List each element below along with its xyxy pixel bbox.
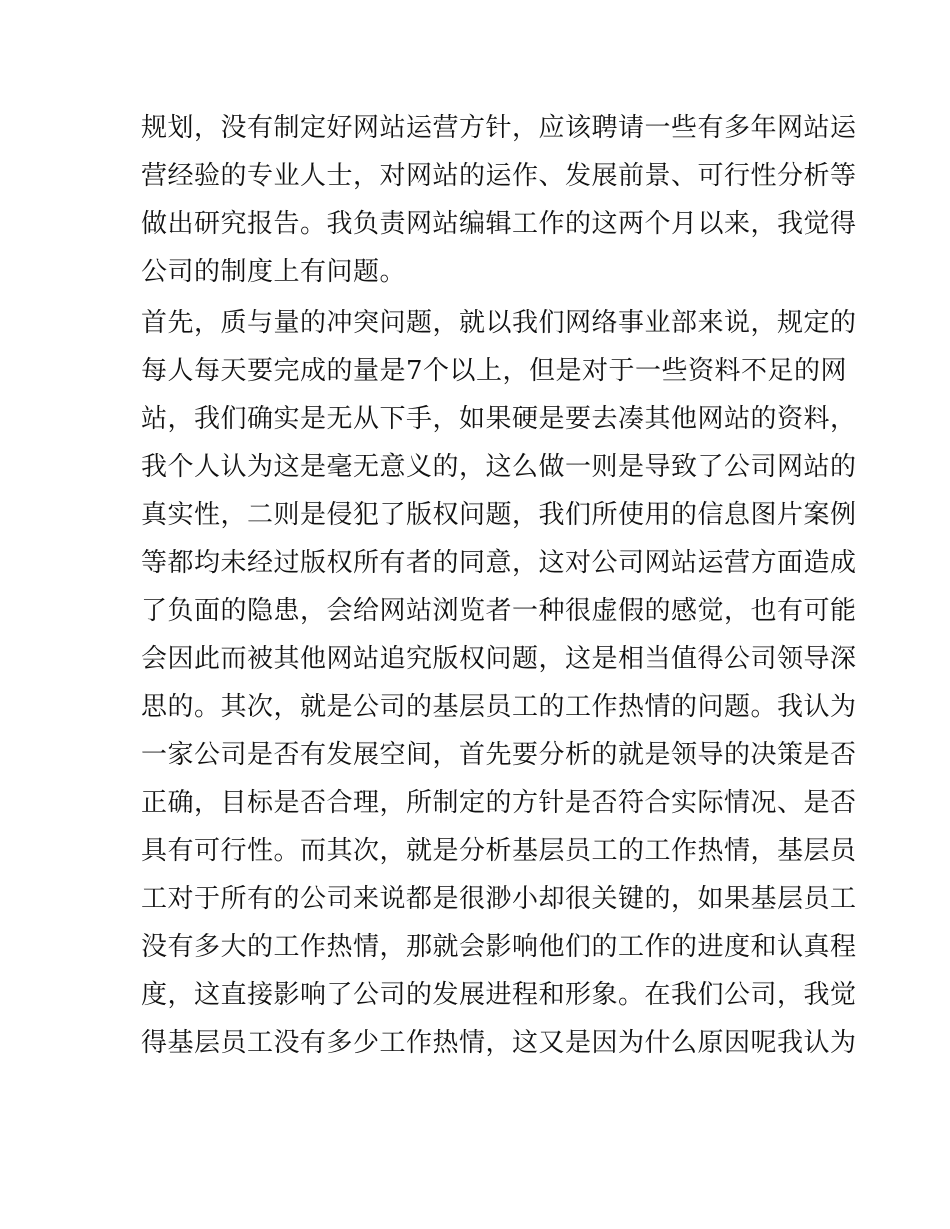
text-line: 没有多大的工作热情，那就会影响他们的工作的进度和认真程 [141, 932, 857, 962]
paragraph-1 [141, 104, 857, 296]
text-line: 真实性，二则是侵犯了版权问题，我们所使用的信息图片案例 [141, 500, 857, 530]
text-line: 规划，没有制定好网站运营方针，应该聘请一些有多年网站运 [141, 113, 857, 143]
text-line: 等都均未经过版权所有者的同意，这对公司网站运营方面造成 [141, 548, 857, 578]
text-line: 度，这直接影响了公司的发展进程和形象。在我们公司，我觉 [141, 980, 857, 1010]
paragraph-2 [141, 299, 857, 1067]
text-line: 工对于所有的公司来说都是很渺小却很关键的，如果基层员工 [141, 884, 857, 914]
text-line: 得基层员工没有多少工作热情，这又是因为什么原因呢我认为 [141, 1028, 857, 1058]
text-line: 站，我们确实是无从下手，如果硬是要去凑其他网站的资料， [141, 404, 857, 434]
text-line: 每人每天要完成的量是7个以上，但是对于一些资料不足的网 [141, 356, 848, 386]
body-text [141, 104, 857, 1067]
text-line: 了负面的隐患，会给网站浏览者一种很虚假的感觉，也有可能 [141, 596, 857, 626]
text-line: 首先，质与量的冲突问题，就以我们网络事业部来说，规定的 [141, 308, 857, 338]
text-line: 思的。其次，就是公司的基层员工的工作热情的问题。我认为 [141, 692, 857, 722]
text-line: 公司的制度上有问题。 [141, 257, 407, 287]
text-line: 我个人认为这是毫无意义的，这么做一则是导致了公司网站的 [141, 452, 857, 482]
text-line: 具有可行性。而其次，就是分析基层员工的工作热情，基层员 [141, 836, 857, 866]
text-line: 一家公司是否有发展空间，首先要分析的就是领导的决策是否 [141, 740, 857, 770]
text-line: 正确，目标是否合理，所制定的方针是否符合实际情况、是否 [141, 788, 857, 818]
text-line: 会因此而被其他网站追究版权问题，这是相当值得公司领导深 [141, 644, 857, 674]
text-line: 做出研究报告。我负责网站编辑工作的这两个月以来，我觉得 [141, 209, 857, 239]
text-line: 营经验的专业人士，对网站的运作、发展前景、可行性分析等 [141, 161, 857, 191]
